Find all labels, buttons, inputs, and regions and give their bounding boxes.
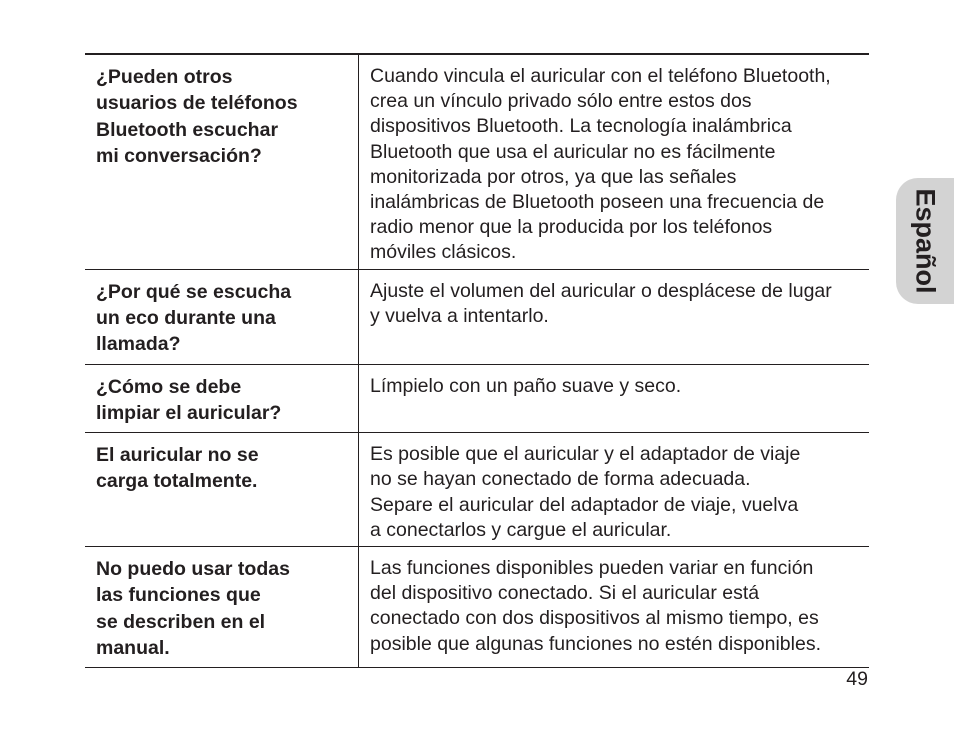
answer-line: Bluetooth que usa el auricular no es fácilmente (370, 140, 776, 163)
faq-answer (359, 364, 870, 433)
answer-line: crea un vínculo privado sólo entre estos dos (370, 90, 752, 113)
question-line: Bluetooth escuchar (96, 118, 279, 141)
answer-line: inalámbricas de Bluetooth poseen una frecuencia de (370, 191, 825, 214)
question-line: limpiar el auricular? (96, 401, 282, 424)
faq-question (85, 269, 359, 364)
faq-row (85, 54, 869, 269)
faq-row (85, 364, 869, 433)
page-number: 49 (846, 668, 868, 690)
answer-line: y vuelva a intentarlo. (370, 304, 549, 327)
answer-line: móviles clásicos. (370, 241, 517, 264)
faq-row (85, 269, 869, 364)
faq-answer (359, 54, 870, 269)
faq-question (85, 546, 359, 667)
language-side-tab (896, 178, 954, 304)
faq-question (85, 433, 359, 547)
question-line: ¿Cómo se debe (96, 375, 242, 398)
question-line: un eco durante una (96, 306, 276, 329)
answer-line: del dispositivo conectado. Si el auricular está (370, 582, 760, 605)
question-line: carga totalmente. (96, 470, 258, 493)
faq-answer (359, 269, 870, 364)
answer-line: dispositivos Bluetooth. La tecnología inalámbrica (370, 115, 792, 138)
answer-line: Las funciones disponibles pueden variar en función (370, 556, 814, 579)
answer-line: no se hayan conectado de forma adecuada. (370, 468, 751, 491)
question-line: mi conversación? (96, 144, 262, 167)
answer-line: posible que algunas funciones no estén disponibles. (370, 632, 821, 655)
answer-line: Separe el auricular del adaptador de viaje, vuelva (370, 493, 799, 516)
faq-question (85, 54, 359, 269)
answer-line: Cuando vincula el auricular con el teléfono Bluetooth, (370, 65, 831, 87)
answer-line: a conectarlos y cargue el auricular. (370, 518, 672, 541)
faq-row (85, 433, 869, 547)
question-line: manual. (96, 636, 170, 659)
question-line: ¿Por qué se escucha (96, 280, 292, 303)
faq-table (85, 53, 869, 668)
question-line: ¿Pueden otros (96, 66, 233, 88)
answer-line: radio menor que la producida por los teléfonos (370, 216, 773, 239)
faq-answer (359, 433, 870, 547)
faq-question (85, 364, 359, 433)
faq-row (85, 546, 869, 667)
language-tab-label: Español (910, 188, 941, 294)
question-line: las funciones que (96, 584, 261, 607)
question-line: se describen en el (96, 610, 266, 633)
answer-line: conectado con dos dispositivos al mismo tiempo, es (370, 607, 819, 630)
question-line: No puedo usar todas (96, 557, 290, 580)
question-line: llamada? (96, 333, 181, 356)
answer-line: Límpielo con un paño suave y seco. (370, 374, 682, 397)
answer-line: Es posible que el auricular y el adaptador de viaje (370, 443, 801, 466)
answer-line: Ajuste el volumen del auricular o desplácese de lugar (370, 279, 832, 302)
question-line: usuarios de teléfonos (96, 92, 298, 115)
question-line: El auricular no se (96, 444, 259, 467)
faq-answer (359, 546, 870, 667)
answer-line: monitorizada por otros, ya que las señales (370, 165, 737, 188)
